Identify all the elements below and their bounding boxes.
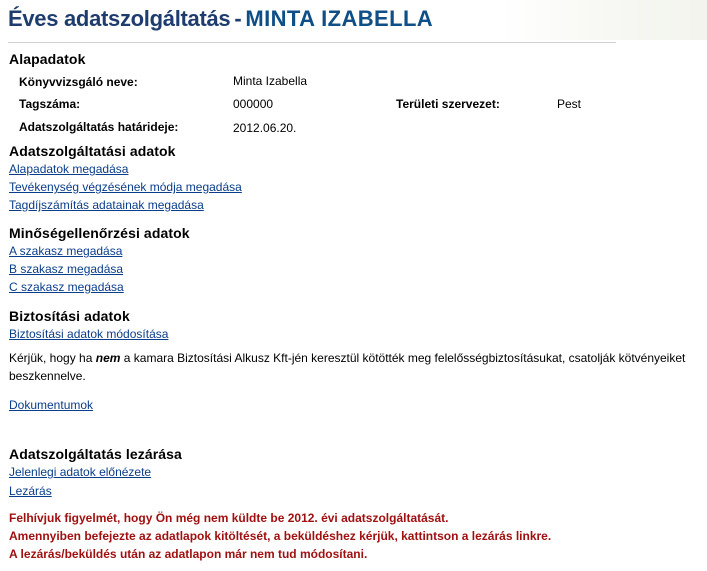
- link-close-submit[interactable]: Lezárás: [9, 484, 52, 498]
- member-number-label: Tagszáma:: [19, 97, 81, 111]
- page-title-separator: -: [234, 6, 242, 31]
- link-section-a[interactable]: A szakasz megadása: [9, 244, 123, 258]
- auditor-name-value: Minta Izabella: [233, 74, 308, 88]
- section-heading-minosegellenorzesi: Minőségellenőrzési adatok: [9, 225, 190, 241]
- link-section-b[interactable]: B szakasz megadása: [9, 262, 124, 276]
- link-activity-mode[interactable]: Tevékenység végzésének módja megadása: [9, 180, 242, 194]
- link-documents[interactable]: Dokumentumok: [9, 398, 94, 412]
- page-title-name: MINTA IZABELLA: [245, 6, 434, 31]
- insurance-notice-emphasis: nem: [95, 351, 121, 365]
- link-membership-fee[interactable]: Tagdíjszámítás adatainak megadása: [9, 198, 204, 212]
- warning-how-to-submit: Amennyiben befejezte az adatlapok kitöltését, a beküldéshez kérjük, kattintson a lezárás linkre.: [9, 529, 552, 543]
- link-insurance-edit[interactable]: Biztosítási adatok módosítása: [9, 327, 169, 341]
- insurance-notice: [9, 349, 699, 385]
- section-heading-biztositasi: Biztosítási adatok: [9, 308, 130, 324]
- section-heading-lezaras: Adatszolgáltatás lezárása: [9, 446, 182, 462]
- insurance-notice-start: Kérjük, hogy ha: [9, 351, 93, 365]
- section-heading-adatszolgaltatasi: Adatszolgáltatási adatok: [9, 143, 176, 159]
- regional-org-value: Pest: [557, 97, 582, 111]
- link-preview[interactable]: Jelenlegi adatok előnézete: [9, 465, 152, 479]
- deadline-value: 2012.06.20.: [233, 121, 297, 135]
- regional-org-label: Területi szervezet:: [396, 97, 500, 111]
- link-basic-data[interactable]: Alapadatok megadása: [9, 162, 129, 176]
- page-title: [8, 6, 433, 32]
- member-number-value: 000000: [233, 97, 274, 111]
- warning-not-submitted: Felhívjuk figyelmét, hogy Ön még nem küldte be 2012. évi adatszolgáltatását.: [9, 511, 449, 525]
- auditor-name-label: Könyvvizsgáló neve:: [19, 75, 138, 89]
- section-heading-alapadatok: Alapadatok: [9, 51, 86, 67]
- header-decoration: [500, 0, 707, 40]
- link-section-c[interactable]: C szakasz megadása: [9, 280, 124, 294]
- title-divider: [8, 42, 616, 43]
- insurance-notice-rest: a kamara Biztosítási Alkusz Kft-jén keresztül kötötték meg felelősségbiztosításukat, csatolják kötvényeiket beszkennelve.: [9, 351, 686, 383]
- deadline-label: Adatszolgáltatás határideje:: [19, 120, 179, 134]
- warning-no-edit-after: A lezárás/beküldés után az adatlapon már nem tud módosítani.: [9, 547, 368, 561]
- page-title-text: Éves adatszolgáltatás: [8, 6, 231, 31]
